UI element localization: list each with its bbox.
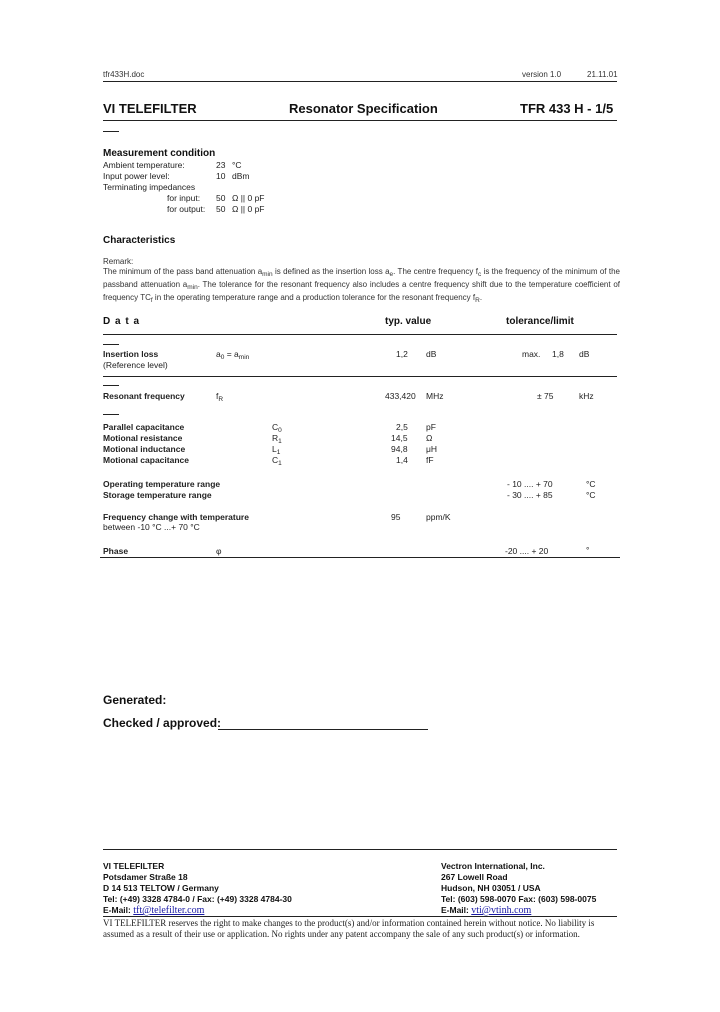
phase-label: Phase bbox=[103, 546, 129, 556]
characteristics-heading: Characteristics bbox=[103, 235, 176, 246]
footer-left-email-row bbox=[103, 905, 204, 916]
motional-inductance-label: Motional inductance bbox=[103, 444, 186, 454]
short-rule bbox=[103, 414, 119, 415]
power-value: 10 bbox=[216, 171, 226, 181]
footer-left-tel: Tel: (+49) 3328 4784-0 / Fax: (+49) 3328 4784-30 bbox=[103, 894, 292, 904]
footer-left-email-label: E-Mail: bbox=[103, 905, 131, 915]
input-label: for input: bbox=[167, 193, 201, 203]
short-rule bbox=[103, 131, 119, 132]
motional-capacitance-label: Motional capacitance bbox=[103, 455, 189, 465]
insertion-loss-symbol: $a_0 = a_{min}$ bbox=[216, 349, 250, 361]
remark-paragraph: The minimum of the pass band attenuation $a_{min}$ is defined as the insertion loss $a_e$. The centre frequency $f_c$ is the frequency of the minimum of the passband attenuation $a_{min}$. The tolerance for the resonant frequency also includes a centre frequency shift due to the temperature coefficient of frequency $TC_f$ in the operating temperature range and a production tolerance for the resonant frequency $f_R$. bbox=[103, 267, 620, 304]
title-rule bbox=[103, 120, 617, 121]
input-value: 50 bbox=[216, 193, 226, 203]
footer-right-city: Hudson, NH 03051 / USA bbox=[441, 883, 541, 893]
phase-tol: -20 .... + 20 bbox=[505, 546, 549, 556]
motional-resistance-value: 14,5 bbox=[391, 433, 408, 443]
footer-left-city: D 14 513 TELTOW / Germany bbox=[103, 883, 219, 893]
resonant-frequency-tol-unit: kHz bbox=[579, 391, 594, 401]
generated-label: Generated: bbox=[103, 693, 167, 707]
doc-version: version 1.0 bbox=[522, 70, 562, 79]
page-title: Resonator Specification bbox=[289, 101, 438, 116]
freq-change-unit: ppm/K bbox=[426, 512, 451, 522]
footer-right-street: 267 Lowell Road bbox=[441, 872, 508, 882]
parallel-capacitance-symbol: $C_0$ bbox=[272, 422, 282, 434]
footer-right-tel: Tel: (603) 598-0070 Fax: (603) 598-0075 bbox=[441, 894, 597, 904]
output-label: for output: bbox=[167, 204, 206, 214]
ambient-label: Ambient temperature: bbox=[103, 160, 185, 170]
footer-right-company: Vectron International, Inc. bbox=[441, 861, 545, 871]
checked-approved-label: Checked / approved: bbox=[103, 716, 222, 730]
insertion-loss-label: Insertion loss bbox=[103, 349, 159, 359]
insertion-loss-tol: 1,8 bbox=[552, 349, 564, 359]
motional-inductance-value: 94,8 bbox=[391, 444, 408, 454]
short-rule bbox=[103, 344, 119, 345]
footer-top-rule bbox=[103, 849, 617, 850]
parallel-capacitance-value: 2,5 bbox=[396, 422, 408, 432]
signature-line bbox=[218, 729, 428, 730]
measurement-heading: Measurement condition bbox=[103, 148, 216, 159]
freq-change-value: 95 bbox=[391, 512, 401, 522]
footer-disclaimer: VI TELEFILTER reserves the right to make changes to the product(s) and/or information contained herein without notice. No liability is assumed as a result of their use or application. No rights under any patent accompany the sale of any such product(s) or information. bbox=[103, 918, 595, 939]
table-header-rule bbox=[103, 334, 617, 335]
footer-right-email-link[interactable]: vti@vtinh.com bbox=[471, 905, 532, 916]
operating-temp-label: Operating temperature range bbox=[103, 479, 221, 489]
motional-resistance-label: Motional resistance bbox=[103, 433, 183, 443]
doc-filename: tfr433H.doc bbox=[103, 70, 145, 79]
footer-left-company: VI TELEFILTER bbox=[103, 861, 165, 871]
resonant-frequency-symbol: $f_R$ bbox=[216, 391, 224, 403]
doc-date: 21.11.01 bbox=[587, 70, 618, 79]
phase-unit: ° bbox=[586, 545, 590, 555]
operating-temp-unit: °C bbox=[586, 479, 596, 489]
row-rule bbox=[103, 376, 617, 377]
part-number: TFR 433 H - 1/5 bbox=[520, 101, 614, 116]
remark-label: Remark: bbox=[103, 257, 134, 266]
resonant-frequency-value: 433,420 bbox=[385, 391, 416, 401]
ambient-value: 23 bbox=[216, 160, 226, 170]
motional-inductance-unit: μH bbox=[426, 444, 438, 454]
short-rule bbox=[103, 385, 119, 386]
motional-capacitance-value: 1,4 bbox=[396, 455, 408, 465]
phase-symbol: φ bbox=[216, 546, 222, 556]
motional-resistance-symbol: $R_1$ bbox=[272, 433, 282, 445]
storage-temp-tol: - 30 .... + 85 bbox=[507, 490, 553, 500]
motional-resistance-unit: Ω bbox=[426, 433, 433, 443]
insertion-loss-tol-unit: dB bbox=[579, 349, 590, 359]
storage-temp-label: Storage temperature range bbox=[103, 490, 212, 500]
parallel-capacitance-label: Parallel capacitance bbox=[103, 422, 185, 432]
freq-change-label: Frequency change with temperature bbox=[103, 512, 249, 522]
col-header-typ: typ. value bbox=[385, 316, 432, 327]
ambient-unit: °C bbox=[232, 160, 242, 170]
insertion-loss-tol-prefix: max. bbox=[522, 349, 541, 359]
company-logo-text: VI TELEFILTER bbox=[103, 101, 197, 116]
resonant-frequency-unit: MHz bbox=[426, 391, 444, 401]
storage-temp-unit: °C bbox=[586, 490, 596, 500]
footer-right-email-label: E-Mail: bbox=[441, 905, 469, 915]
terminating-label: Terminating impedances bbox=[103, 182, 196, 192]
col-header-data: D a t a bbox=[103, 316, 141, 327]
footer-bottom-rule bbox=[103, 916, 617, 917]
parallel-capacitance-unit: pF bbox=[426, 422, 436, 432]
output-unit: Ω || 0 pF bbox=[232, 204, 265, 214]
motional-capacitance-unit: fF bbox=[426, 455, 434, 465]
footer-right-email-row bbox=[441, 905, 531, 916]
insertion-loss-sublabel: (Reference level) bbox=[103, 360, 168, 370]
motional-capacitance-symbol: $C_1$ bbox=[272, 455, 282, 467]
table-bottom-rule bbox=[100, 557, 620, 558]
power-label: Input power level: bbox=[103, 171, 170, 181]
operating-temp-tol: - 10 .... + 70 bbox=[507, 479, 553, 489]
header-rule bbox=[103, 81, 617, 82]
insertion-loss-unit: dB bbox=[426, 349, 437, 359]
freq-change-sublabel: between -10 °C ...+ 70 °C bbox=[103, 522, 200, 532]
footer-left-street: Potsdamer Straße 18 bbox=[103, 872, 188, 882]
resonant-frequency-tol: ± 75 bbox=[537, 391, 554, 401]
input-unit: Ω || 0 pF bbox=[232, 193, 265, 203]
footer-left-email-link[interactable]: tft@telefilter.com bbox=[133, 905, 205, 916]
resonant-frequency-label: Resonant frequency bbox=[103, 391, 185, 401]
col-header-tolerance: tolerance/limit bbox=[506, 316, 574, 327]
power-unit: dBm bbox=[232, 171, 250, 181]
output-value: 50 bbox=[216, 204, 226, 214]
motional-inductance-symbol: $L_1$ bbox=[272, 444, 281, 456]
insertion-loss-value: 1,2 bbox=[396, 349, 408, 359]
